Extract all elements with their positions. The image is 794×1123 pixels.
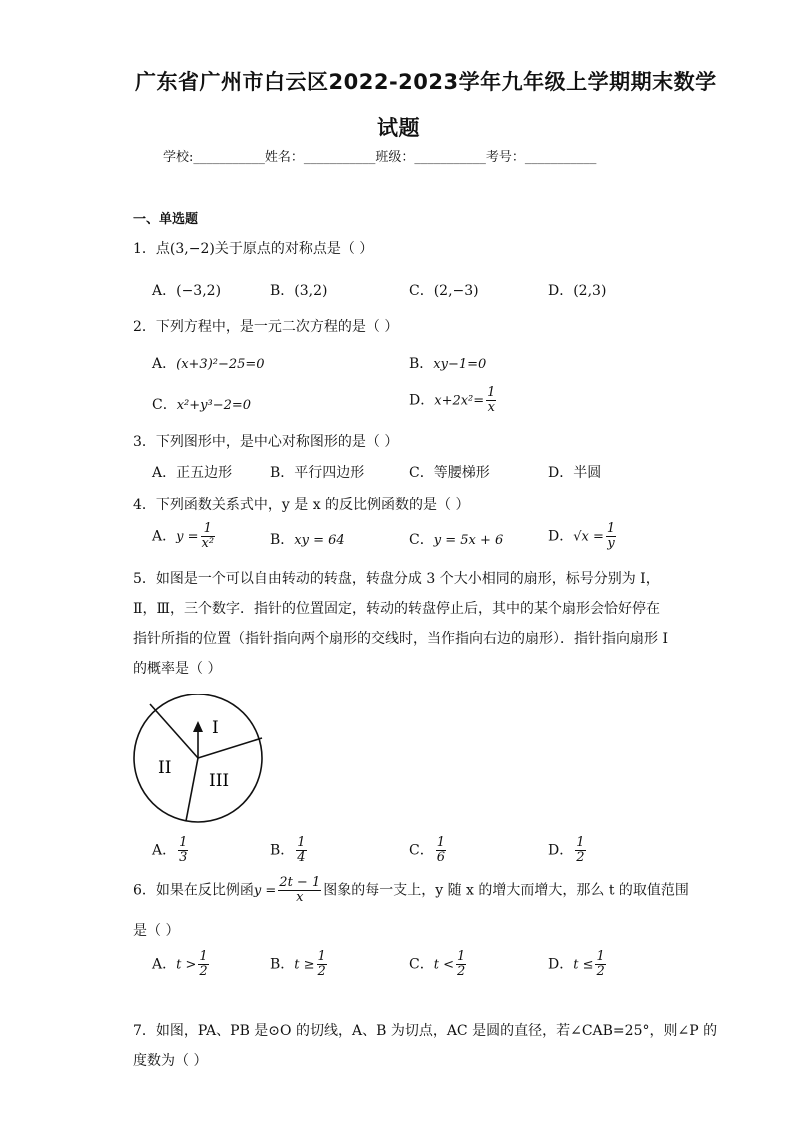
q6-option-c (409, 950, 468, 979)
q2-option-d (409, 386, 498, 415)
q1-option-b: B．(3,2) (270, 283, 328, 299)
q6-option-b-num: 1 (317, 949, 326, 964)
q1-option-c: C．(2,−3) (409, 283, 479, 299)
q2-option-b (409, 353, 486, 373)
q7-line1: 7．如图，PA、PB 是⊙O 的切线，A、B 为切点，AC 是圆的直径，若∠CAB=25°，则∠P 的 (133, 1023, 718, 1039)
q5-line3: 指针所指的位置（指针指向两个扇形的交线时，当作指向右边的扇形）．指针指向扇形 I (133, 631, 668, 647)
document-title-line2: 试题 (377, 116, 420, 140)
spinner-divider-2 (198, 738, 262, 758)
q5-line4: 的概率是（ ） (133, 661, 222, 677)
q6-stem-post: 图象的每一支上，y 随 x 的增大而增大，那么 t 的取值范围 (323, 882, 689, 899)
q6-stem-y: y = (253, 883, 277, 899)
document-title-line1: 广东省广州市白云区2022-2023学年九年级上学期期末数学 (135, 70, 717, 94)
q6-option-d-num: 1 (596, 949, 605, 964)
q2-stem: 2．下列方程中，是一元二次方程的是（ ） (133, 319, 399, 335)
pointer-arrowhead-icon (193, 721, 203, 732)
spinner-divider-3 (186, 758, 198, 821)
q1-stem: 1．点(3,−2)关于原点的对称点是（ ） (133, 241, 374, 257)
q6-line2: 是（ ） (133, 923, 180, 939)
q4-option-c-expr: y = 5x + 6 (433, 533, 504, 548)
q4-option-b (270, 529, 345, 549)
q4-option-d-den: y (607, 536, 615, 551)
q6-option-d-left: t ≤ (573, 957, 594, 973)
q5-option-b-fraction (296, 836, 306, 865)
q4-option-a-left: y = (176, 529, 199, 545)
q6-stem-fraction (278, 876, 321, 905)
q2-option-d-num: 1 (487, 385, 496, 400)
q2-option-d-fraction (486, 386, 496, 415)
q5-line2: Ⅱ，Ⅲ，三个数字．指针的位置固定，转动的转盘停止后，其中的某个扇形会恰好停在 (133, 601, 661, 617)
q7-line2: 度数为（ ） (133, 1053, 208, 1069)
q2-option-c (152, 394, 251, 414)
q6-option-b-left: t ≥ (294, 957, 315, 973)
q4-option-a-den: x² (201, 536, 215, 551)
q6-option-a (152, 950, 211, 979)
q5-option-b (270, 836, 309, 865)
q2-option-c-expr: x²+y³−2=0 (176, 398, 252, 413)
sector-label-1: I (212, 718, 219, 738)
q4-option-d-fraction (606, 522, 616, 551)
q6-option-c-label: C． (409, 956, 434, 973)
q1-option-d: D．(2,3) (548, 283, 607, 299)
q6-option-c-fraction (456, 950, 466, 979)
q6-option-b-fraction (317, 950, 327, 979)
q6-option-a-num: 1 (199, 949, 208, 964)
q5-option-a-den: 3 (179, 850, 188, 865)
q4-option-d-label: D． (548, 528, 574, 545)
q6-stem-pre: 6．如果在反比例函 (133, 882, 254, 899)
q4-stem: 4．下列函数关系式中，y 是 x 的反比例函数的是（ ） (133, 497, 470, 513)
q5-option-c (409, 836, 448, 865)
q5-line1: 5．如图是一个可以自由转动的转盘，转盘分成 3 个大小相同的扇形，标号分别为 I， (133, 571, 660, 587)
q2-option-a-expr: (x+3)²−25=0 (176, 357, 265, 372)
q3-option-a: A．正五边形 (152, 465, 233, 481)
q6-option-c-num: 1 (456, 949, 466, 964)
q5-option-d-label: D． (548, 842, 574, 859)
q2-option-d-expr: x+2x²= (434, 393, 485, 409)
q6-option-b (270, 950, 329, 979)
q2-option-c-label: C． (152, 397, 177, 413)
q6-option-a-den: 2 (199, 964, 208, 979)
q4-option-d-left: √x = (573, 529, 604, 545)
q6-option-d-fraction (595, 950, 605, 979)
q6-option-a-left: t > (176, 957, 197, 973)
q2-option-a-label: A． (152, 356, 177, 372)
q6-option-d-den: 2 (596, 964, 605, 979)
q3-option-c: C．等腰梯形 (409, 465, 490, 481)
q5-option-d-num: 1 (576, 835, 585, 850)
q4-option-c (409, 529, 503, 549)
q5-option-b-label: B． (270, 842, 295, 859)
q2-option-d-label: D． (409, 392, 435, 409)
q4-option-a (152, 522, 217, 551)
q6-stem-num: 2t − 1 (279, 875, 321, 890)
q2-option-b-label: B． (409, 356, 434, 372)
q5-option-d-fraction (575, 836, 585, 865)
spinner-divider-1 (150, 704, 198, 758)
q5-option-b-num: 1 (297, 835, 306, 850)
q3-option-d: D．半圆 (548, 465, 602, 481)
sector-label-2: II (158, 758, 172, 778)
q5-option-a-num: 1 (179, 835, 188, 850)
spinner-figure (130, 694, 270, 824)
q4-option-a-num: 1 (203, 521, 212, 536)
q6-stem (133, 876, 689, 905)
q3-option-b: B．平行四边形 (270, 465, 365, 481)
q4-option-c-label: C． (409, 532, 434, 548)
q5-option-b-den: 4 (297, 850, 306, 865)
q5-option-a-fraction (178, 836, 188, 865)
q6-option-b-label: B． (270, 956, 295, 973)
q5-option-c-fraction (436, 836, 446, 865)
q5-option-c-label: C． (409, 842, 434, 859)
q6-option-a-label: A． (152, 956, 177, 973)
section-heading: 一、单选题 (133, 212, 199, 227)
q4-option-b-expr: xy = 64 (294, 533, 345, 548)
q2-option-d-den: x (487, 400, 495, 415)
q5-option-a (152, 836, 190, 865)
q1-option-a: A．(−3,2) (152, 283, 222, 299)
q4-option-b-label: B． (270, 532, 295, 548)
q6-option-d (548, 950, 608, 979)
student-info-line: 学校:___________姓名：___________班级：___________考号：___________ (163, 150, 597, 165)
q4-option-a-fraction (201, 522, 216, 551)
q6-option-c-left: t < (433, 957, 454, 973)
sector-label-3: III (209, 771, 230, 791)
q2-option-a (152, 353, 265, 373)
q4-option-d (548, 522, 618, 551)
q5-option-c-den: 6 (436, 850, 445, 865)
q3-stem: 3．下列图形中，是中心对称图形的是（ ） (133, 434, 399, 450)
q4-option-a-label: A． (152, 528, 177, 545)
q6-option-b-den: 2 (317, 964, 326, 979)
q4-option-d-num: 1 (606, 521, 616, 536)
q6-option-c-den: 2 (456, 964, 466, 979)
q6-stem-den: x (278, 890, 321, 905)
q5-option-d-den: 2 (576, 850, 585, 865)
q6-option-a-fraction (198, 950, 208, 979)
q2-option-b-expr: xy−1=0 (433, 357, 487, 372)
q5-option-a-label: A． (152, 842, 177, 859)
q5-option-d (548, 836, 588, 865)
q6-option-d-label: D． (548, 956, 574, 973)
q5-option-c-num: 1 (436, 835, 445, 850)
